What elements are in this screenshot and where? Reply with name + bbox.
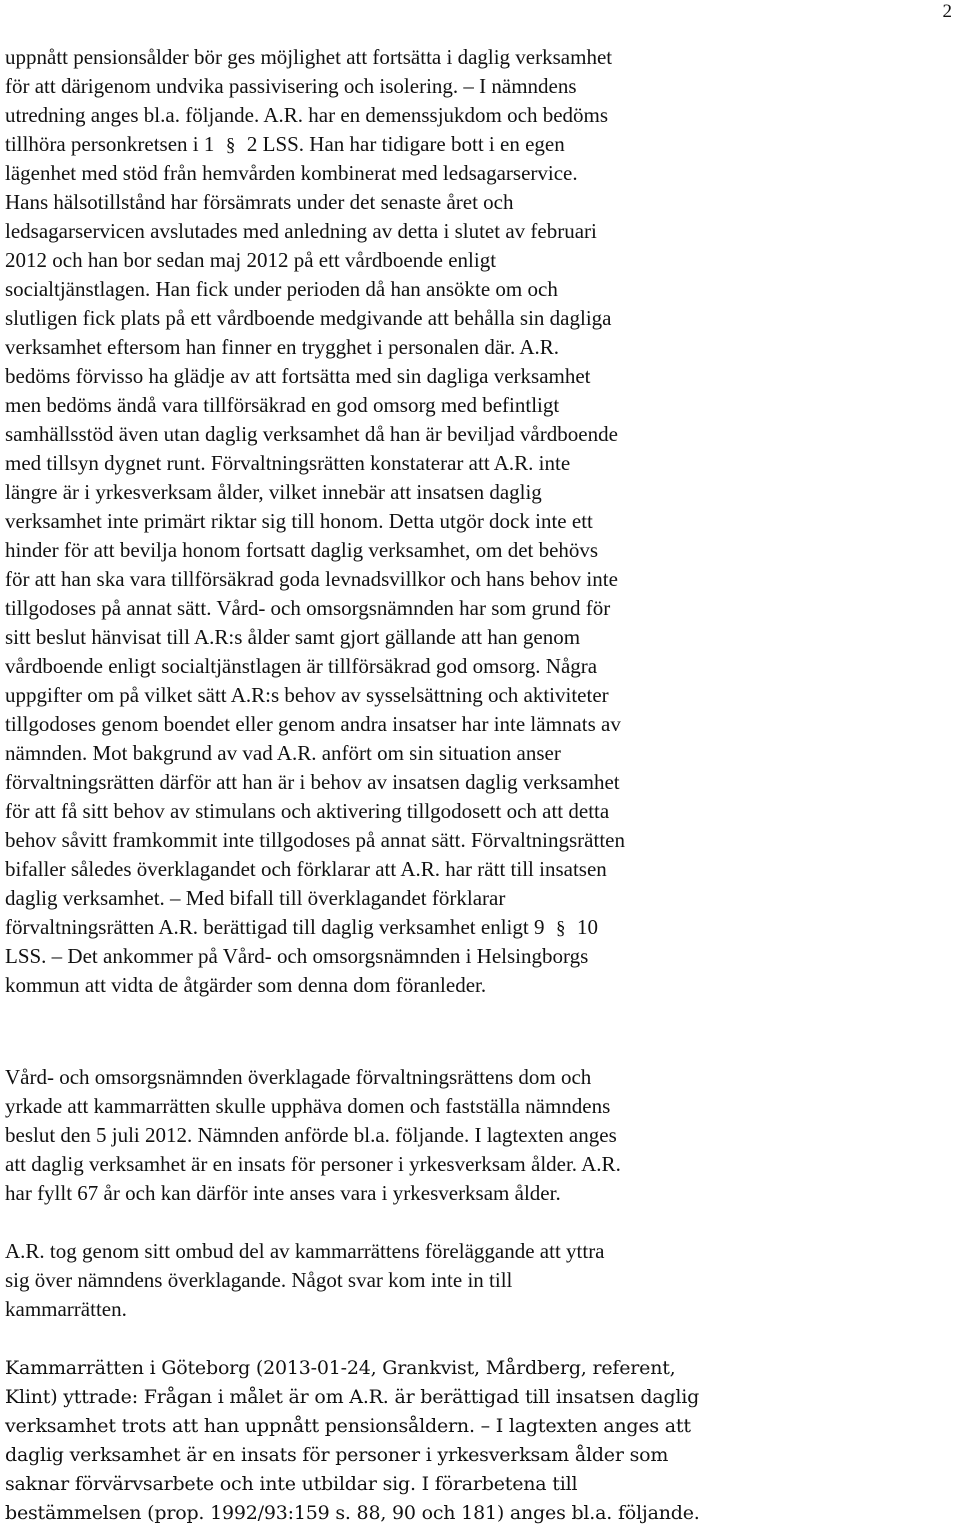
text-line: Klint) yttrade: Frågan i målet är om A.R. är berättigad till insatsen daglig (5, 1386, 700, 1408)
text-line: socialtjänstlagen. Han fick under perioden då han ansökte om och (5, 277, 558, 301)
text-line: sig över nämndens överklagande. Något svar kom inte in till (5, 1268, 513, 1292)
text-line: längre är i yrkesverksam ålder, vilket innebär att insatsen daglig (5, 480, 542, 504)
text-line: vårdboende enligt socialtjänstlagen är tillförsäkrad god omsorg. Några (5, 654, 598, 678)
text-line: samhällsstöd även utan daglig verksamhet då han är beviljad vårdboende (5, 422, 618, 446)
paragraph-court-ruling (5, 43, 625, 1000)
text-segment: 10 (571, 915, 598, 939)
text-line: sitt beslut hänvisat till A.R:s ålder samt gjort gällande att han genom (5, 625, 581, 649)
text-line: daglig verksamhet är en insats för personer i yrkesverksam ålder som (5, 1444, 669, 1466)
text-line: verksamhet trots att han uppnått pensionsåldern. – I lagtexten anges att (5, 1415, 691, 1437)
text-line: bestämmelsen (prop. 1992/93:159 s. 88, 90 och 181) anges bl.a. följande. (5, 1502, 700, 1524)
text-line: förvaltningsrätten därför att han är i behov av insatsen daglig verksamhet (5, 770, 620, 794)
text-line: slutligen fick plats på ett vårdboende medgivande att behålla sin dagliga (5, 306, 612, 330)
text-line: saknar förvärvsarbete och inte utbildar sig. I förarbetena till (5, 1473, 578, 1495)
text-line: utredning anges bl.a. följande. A.R. har en demenssjukdom och bedöms (5, 103, 609, 127)
text-line: för att därigenom undvika passivisering och isolering. – I nämndens (5, 74, 577, 98)
text-line: kommun att vidta de åtgärder som denna dom föranleder. (5, 973, 487, 997)
text-line: hinder för att bevilja honom fortsatt daglig verksamhet, om det behövs (5, 538, 599, 562)
text-line: tillgodoses genom boendet eller genom andra insatser har inte lämnats av (5, 712, 621, 736)
text-line: 2012 och han bor sedan maj 2012 på ett vårdboende enligt (5, 248, 497, 272)
text-line: för att han ska vara tillförsäkrad goda levnadsvillkor och hans behov inte (5, 567, 618, 591)
paragraph-kammarratten (5, 1354, 700, 1528)
text-line: nämnden. Mot bakgrund av vad A.R. anfört om sin situation anser (5, 741, 561, 765)
text-line: daglig verksamhet. – Med bifall till överklagandet förklarar (5, 886, 506, 910)
text-line: Vård- och omsorgsnämnden överklagade förvaltningsrättens dom och (5, 1065, 592, 1089)
text-segment: 2 LSS. Han har tidigare bott i en egen (241, 132, 565, 156)
text-line: verksamhet inte primärt riktar sig till honom. Detta utgör dock inte ett (5, 509, 593, 533)
text-line: Hans hälsotillstånd har försämrats under det senaste året och (5, 190, 514, 214)
page-number: 2 (942, 1, 952, 22)
paragraph-appeal (5, 1063, 621, 1208)
section-sign: § (225, 135, 236, 156)
text-line: uppgifter om på vilket sätt A.R:s behov av sysselsättning och aktiviteter (5, 683, 609, 707)
text-line: beslut den 5 juli 2012. Nämnden anförde bl.a. följande. I lagtexten anges (5, 1123, 617, 1147)
text-line (5, 130, 625, 159)
text-line: Kammarrätten i Göteborg (2013-01-24, Grankvist, Mårdberg, referent, (5, 1357, 676, 1379)
paragraph-response (5, 1237, 605, 1324)
text-line: yrkade att kammarrätten skulle upphäva domen och fastställa nämndens (5, 1094, 611, 1118)
text-line: har fyllt 67 år och kan därför inte anses vara i yrkesverksam ålder. (5, 1181, 561, 1205)
text-line: ledsagarservicen avslutades med anledning av detta i slutet av februari (5, 219, 597, 243)
text-line: verksamhet eftersom han finner en trygghet i personalen där. A.R. (5, 335, 559, 359)
text-line: lägenhet med stöd från hemvården kombinerat med ledsagarservice. (5, 161, 578, 185)
text-line: kammarrätten. (5, 1297, 127, 1321)
text-segment: tillhöra personkretsen i 1 (5, 132, 220, 156)
section-sign: § (555, 918, 566, 939)
text-line (5, 913, 625, 942)
text-line: tillgodoses på annat sätt. Vård- och omsorgsnämnden har som grund för (5, 596, 611, 620)
text-line: behov såvitt framkommit inte tillgodoses på annat sätt. Förvaltningsrätten (5, 828, 625, 852)
text-segment: förvaltningsrätten A.R. berättigad till daglig verksamhet enligt 9 (5, 915, 550, 939)
text-line: med tillsyn dygnet runt. Förvaltningsrätten konstaterar att A.R. inte (5, 451, 571, 475)
text-line: men bedöms ändå vara tillförsäkrad en god omsorg med befintligt (5, 393, 560, 417)
text-line: uppnått pensionsålder bör ges möjlighet att fortsätta i daglig verksamhet (5, 45, 613, 69)
text-line: för att få sitt behov av stimulans och aktivering tillgodosett och att detta (5, 799, 610, 823)
text-line: bedöms förvisso ha glädje av att fortsätta med sin dagliga verksamhet (5, 364, 591, 388)
text-line: bifaller således överklagandet och förklarar att A.R. har rätt till insatsen (5, 857, 607, 881)
text-line: att daglig verksamhet är en insats för personer i yrkesverksam ålder. A.R. (5, 1152, 621, 1176)
text-line: LSS. – Det ankommer på Vård- och omsorgsnämnden i Helsingborgs (5, 944, 589, 968)
text-line: A.R. tog genom sitt ombud del av kammarrättens föreläggande att yttra (5, 1239, 605, 1263)
